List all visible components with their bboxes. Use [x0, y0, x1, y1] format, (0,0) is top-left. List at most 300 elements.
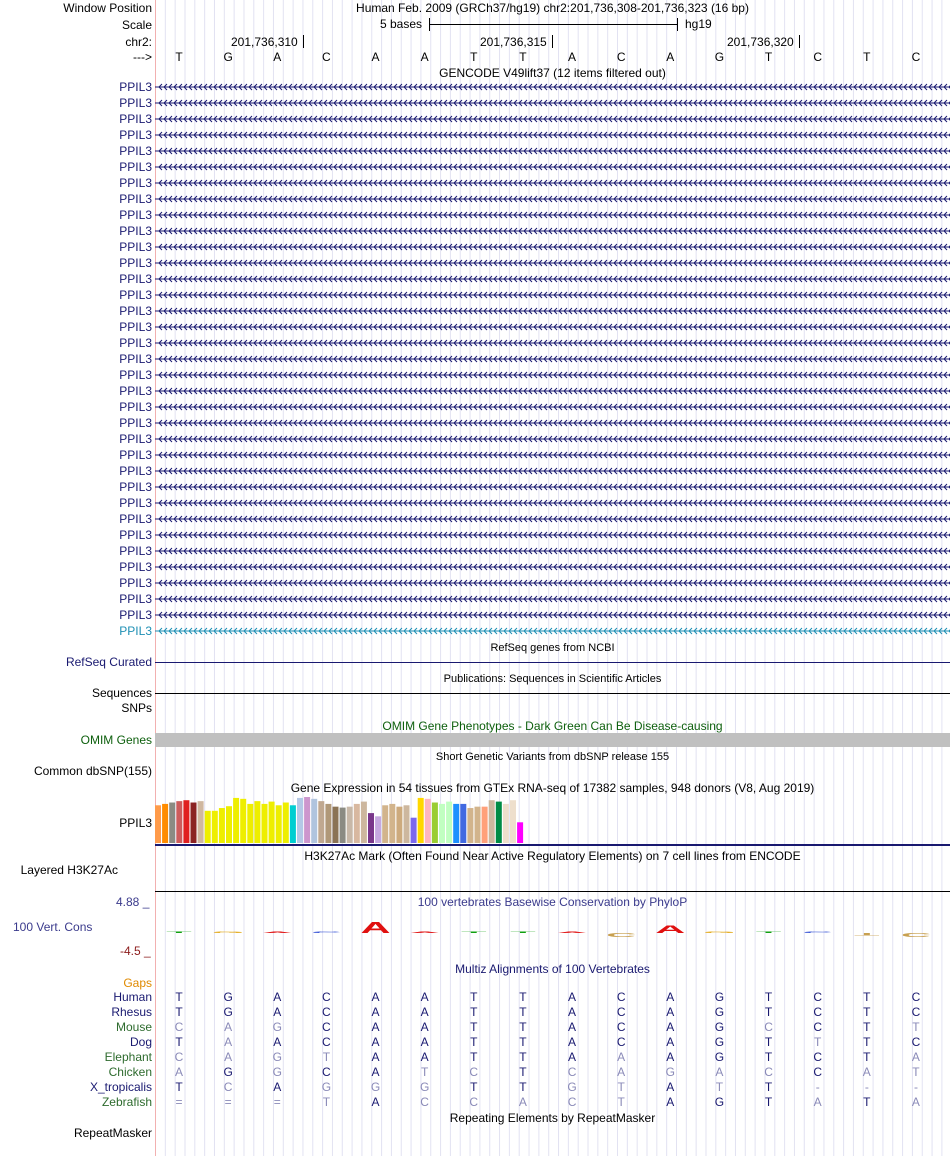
scale-bar-label: 5 bases [380, 17, 423, 31]
gencode-transcript-line[interactable] [155, 482, 950, 492]
gencode-transcript-line[interactable] [155, 578, 950, 588]
multiz-base: T [519, 1050, 527, 1064]
dbsnp-track-label[interactable]: Common dbSNP(155) [33, 764, 152, 778]
multiz-base: T [470, 1020, 478, 1034]
multiz-species-label[interactable]: X_tropicalis [89, 1080, 152, 1094]
gencode-transcript-label[interactable]: PPIL3 [119, 576, 152, 590]
gtex-tissue-bar [496, 802, 502, 843]
gtex-tissue-bar [404, 805, 410, 843]
multiz-gaps-label[interactable]: Gaps [123, 976, 152, 990]
multiz-base: = [224, 1095, 232, 1109]
multiz-base: A [666, 990, 675, 1004]
coord-tick [799, 35, 800, 48]
reference-base: C [322, 50, 331, 64]
multiz-track-title: Multiz Alignments of 100 Vertebrates [455, 962, 650, 976]
gencode-transcript-line[interactable] [155, 274, 950, 284]
multiz-base: T [519, 1065, 527, 1079]
multiz-base: G [223, 990, 233, 1004]
multiz-base: A [420, 1035, 429, 1049]
gtex-tissue-bar [475, 807, 481, 843]
gencode-transcript-label[interactable]: PPIL3 [119, 480, 152, 494]
gtex-tissue-bar [467, 808, 473, 843]
gtex-tissue-bar [446, 802, 452, 843]
multiz-base: T [617, 1080, 625, 1094]
gtex-tissue-bar [368, 813, 374, 843]
phylop-logo-letter: A [409, 931, 440, 934]
gtex-track-title: Gene Expression in 54 tissues from GTEx RNA-seq of 17382 samples, 948 donors (V8, Aug 2019) [290, 781, 815, 795]
gencode-transcript-label[interactable]: PPIL3 [119, 320, 152, 334]
multiz-base: C [813, 990, 823, 1004]
gtex-track-label[interactable]: PPIL3 [119, 816, 152, 830]
gencode-transcript-label[interactable]: PPIL3 [119, 208, 152, 222]
coord-tick [552, 35, 553, 48]
gencode-transcript-label[interactable]: PPIL3 [119, 240, 152, 254]
multiz-base: A [666, 1080, 675, 1094]
multiz-base: A [371, 1065, 380, 1079]
reference-base: T [470, 50, 478, 64]
multiz-base: A [273, 1035, 282, 1049]
gtex-tissue-bar [262, 804, 268, 843]
phylop-logo-letter: G [211, 931, 245, 934]
multiz-base: T [519, 1005, 527, 1019]
multiz-base: C [764, 1020, 773, 1034]
gencode-transcript-line[interactable] [155, 530, 950, 540]
window-position-label: Window Position [63, 1, 152, 15]
gtex-tissue-bar [460, 804, 466, 843]
gencode-transcript-line[interactable] [155, 386, 950, 396]
multiz-base: A [617, 1050, 626, 1064]
h3k27ac-track-label[interactable]: Layered H3K27Ac [20, 863, 118, 877]
gtex-tissue-bar [375, 816, 381, 843]
gtex-tissue-bar [333, 807, 339, 843]
gtex-tissue-bar [340, 808, 346, 843]
multiz-species-label[interactable]: Mouse [115, 1020, 152, 1034]
gtex-tissue-bar [311, 799, 317, 843]
gencode-transcript-label[interactable]: PPIL3 [119, 528, 152, 542]
gencode-transcript-label[interactable]: PPIL3 [119, 288, 152, 302]
reference-base: C [616, 50, 626, 64]
gtex-tissue-bar [389, 804, 395, 843]
multiz-base: G [419, 1080, 430, 1094]
phylop-track-label[interactable]: 100 Vert. Cons [13, 920, 93, 934]
reference-base: T [863, 50, 871, 64]
multiz-base: C [911, 990, 921, 1004]
gencode-transcript-label[interactable]: PPIL3 [119, 160, 152, 174]
gtex-tissue-bar [411, 818, 417, 843]
multiz-base: A [224, 1020, 233, 1034]
multiz-base: T [764, 990, 773, 1004]
reference-base: A [666, 50, 675, 64]
gencode-transcript-label[interactable]: PPIL3 [119, 128, 152, 142]
multiz-base: A [420, 1050, 429, 1064]
multiz-base: A [666, 1050, 675, 1064]
multiz-base: T [470, 1005, 478, 1019]
reference-base: G [714, 50, 725, 64]
gtex-tissue-bar [510, 800, 516, 843]
phylop-logo-letter: C [606, 931, 637, 938]
gencode-transcript-label[interactable]: PPIL3 [119, 432, 152, 446]
multiz-species-label[interactable]: Rhesus [111, 1005, 152, 1019]
phylop-conservation-logo[interactable] [155, 910, 950, 956]
phylop-logo-letter: G [703, 931, 736, 934]
gtex-tissue-bar [219, 808, 225, 843]
gencode-transcript-line[interactable] [155, 610, 950, 620]
gtex-tissue-bar [503, 804, 509, 843]
gencode-transcript-line[interactable] [155, 418, 950, 428]
gencode-transcript-line[interactable] [155, 322, 950, 332]
multiz-base: G [272, 1020, 282, 1034]
multiz-base: T [470, 1035, 478, 1049]
multiz-base: A [666, 1035, 675, 1049]
multiz-base: A [420, 990, 429, 1004]
gtex-tissue-bar [396, 807, 402, 843]
multiz-base: T [814, 1035, 822, 1049]
multiz-base: T [519, 1020, 527, 1034]
omim-track-title: OMIM Gene Phenotypes - Dark Green Can Be Disease-causing [382, 719, 723, 733]
phylop-logo-letter: T [510, 931, 536, 934]
multiz-base: G [272, 1050, 282, 1064]
gencode-transcript-line[interactable] [155, 130, 950, 140]
gencode-transcript-line[interactable] [155, 514, 950, 524]
multiz-base: G [370, 1080, 381, 1094]
gencode-transcript-line[interactable] [155, 306, 950, 316]
multiz-base: A [420, 1005, 429, 1019]
multiz-base: - [913, 1080, 918, 1094]
gencode-transcript-label[interactable]: PPIL3 [119, 144, 152, 158]
reference-base: A [568, 50, 577, 64]
multiz-species-label[interactable]: Human [113, 990, 152, 1004]
dbsnp-track-title: Short Genetic Variants from dbSNP release 155 [435, 751, 670, 763]
multiz-base: G [223, 1005, 233, 1019]
multiz-base: A [273, 1005, 282, 1019]
gtex-tissue-bar [240, 799, 246, 843]
multiz-base: T [420, 1065, 429, 1079]
multiz-base: A [371, 1005, 380, 1019]
refseq-track-label[interactable]: RefSeq Curated [65, 655, 152, 669]
phylop-logo-letter: A [557, 931, 588, 934]
scale-bar-right-tick [677, 18, 678, 31]
assembly-position-title: Human Feb. 2009 (GRCh37/hg19) chr2:201,736,308-201,736,323 (16 bp) [356, 1, 749, 15]
h3k27ac-track-line [155, 891, 950, 892]
gencode-transcript-line[interactable] [155, 258, 950, 268]
gtex-tissue-bar [162, 804, 168, 843]
gencode-transcript-line[interactable] [155, 338, 950, 348]
multiz-base: T [175, 1080, 183, 1094]
gencode-transcript-label[interactable]: PPIL3 [119, 496, 152, 510]
multiz-base: C [813, 1005, 823, 1019]
gencode-transcript-line[interactable] [155, 146, 950, 156]
publications-track-label[interactable]: Sequences [91, 686, 152, 700]
multiz-base: G [714, 1005, 725, 1019]
gencode-transcript-label[interactable]: PPIL3 [119, 112, 152, 126]
refseq-track-line[interactable] [155, 662, 950, 663]
gencode-transcript-label[interactable]: PPIL3 [119, 192, 152, 206]
scale-label: Scale [121, 18, 152, 32]
multiz-base: T [764, 1080, 773, 1094]
gencode-transcript-line[interactable] [155, 562, 950, 572]
phylop-logo-letter: C [311, 931, 342, 934]
multiz-base: C [469, 1095, 479, 1109]
multiz-base: A [715, 1065, 724, 1079]
multiz-base: G [665, 1065, 675, 1079]
gencode-transcript-label[interactable]: PPIL3 [119, 512, 152, 526]
strand-label: ---> [133, 50, 152, 64]
multiz-base: T [863, 1035, 871, 1049]
publications-track-line[interactable] [155, 693, 950, 694]
multiz-base: A [568, 1050, 577, 1064]
gencode-transcript-line[interactable] [155, 450, 950, 460]
gtex-tissue-bar [169, 803, 175, 843]
multiz-base: A [273, 990, 282, 1004]
gtex-gene-line [155, 844, 950, 846]
multiz-base: A [371, 1035, 380, 1049]
gencode-transcript-line[interactable] [155, 434, 950, 444]
gencode-transcript-label[interactable]: PPIL3 [119, 592, 152, 606]
gtex-tissue-bar [205, 811, 211, 843]
multiz-base: - [815, 1080, 820, 1094]
gencode-transcript-line[interactable] [155, 82, 950, 92]
multiz-base: T [764, 1005, 773, 1019]
multiz-base: G [272, 1065, 282, 1079]
gtex-tissue-bar [269, 802, 275, 843]
gencode-transcript-line[interactable] [155, 226, 950, 236]
gencode-transcript-label[interactable]: PPIL3 [119, 368, 152, 382]
multiz-base: T [175, 1005, 183, 1019]
multiz-base: = [273, 1095, 281, 1109]
omim-gene-bar[interactable] [155, 733, 950, 747]
reference-base: C [813, 50, 823, 64]
multiz-base: C [322, 1020, 331, 1034]
phylop-logo-letter: A [262, 931, 293, 934]
refseq-track-title: RefSeq genes from NCBI [490, 642, 615, 654]
gencode-transcript-label[interactable]: PPIL3 [119, 608, 152, 622]
gtex-tissue-bar [191, 803, 197, 843]
multiz-base: C [322, 1035, 331, 1049]
multiz-base: C [813, 1020, 823, 1034]
reference-base: A [420, 50, 429, 64]
omim-track-label[interactable]: OMIM Genes [80, 733, 152, 747]
multiz-base: A [666, 1005, 675, 1019]
coord-tick-label: 201,736,315 [480, 35, 547, 49]
gencode-transcript-line[interactable] [155, 242, 950, 252]
gencode-transcript-label[interactable]: PPIL3 [119, 80, 152, 94]
multiz-base: T [863, 1050, 871, 1064]
gencode-transcript-line[interactable] [155, 498, 950, 508]
gtex-tissue-bar [425, 799, 431, 843]
multiz-base: - [864, 1080, 869, 1094]
multiz-base: T [764, 1095, 773, 1109]
multiz-base: C [911, 1035, 921, 1049]
gencode-transcript-label[interactable]: PPIL3 [119, 544, 152, 558]
gtex-tissue-bar [489, 800, 495, 843]
phylop-max-label: 4.88 _ [116, 895, 150, 909]
gtex-tissue-bar [226, 806, 232, 843]
multiz-base: C [911, 1005, 921, 1019]
multiz-base: T [470, 990, 478, 1004]
multiz-base: A [224, 1050, 233, 1064]
multiz-base: G [714, 1095, 725, 1109]
gtex-tissue-bar [254, 801, 260, 843]
multiz-base: C [616, 990, 626, 1004]
reference-base: A [273, 50, 282, 64]
repeatmasker-track-label[interactable]: RepeatMasker [73, 1126, 152, 1140]
gencode-transcript-line[interactable] [155, 370, 950, 380]
gencode-transcript-line[interactable] [155, 194, 950, 204]
snps-track-label[interactable]: SNPs [121, 701, 152, 715]
multiz-base: T [912, 1065, 920, 1079]
multiz-base: C [813, 1050, 823, 1064]
gencode-transcript-line[interactable] [155, 98, 950, 108]
multiz-base: C [174, 1050, 184, 1064]
reference-base: T [764, 50, 773, 64]
multiz-base: A [371, 1020, 380, 1034]
gtex-tissue-bar [183, 800, 189, 843]
gencode-transcript-label[interactable]: PPIL3 [119, 96, 152, 110]
multiz-base: T [715, 1080, 724, 1094]
coord-tick-label: 201,736,310 [231, 35, 298, 49]
multiz-base: T [764, 1050, 773, 1064]
gencode-transcript-label[interactable]: PPIL3 [119, 416, 152, 430]
gtex-tissue-bar [176, 801, 182, 843]
phylop-track-title: 100 vertebrates Basewise Conservation by PhyloP [417, 895, 688, 909]
gencode-transcript-line[interactable] [155, 402, 950, 412]
multiz-base: T [519, 990, 527, 1004]
phylop-logo-letter: T [461, 931, 487, 934]
phylop-logo-letter: C [802, 931, 833, 934]
gtex-tissue-bar [276, 805, 282, 843]
reference-base: T [519, 50, 527, 64]
reference-base: T [175, 50, 183, 64]
multiz-base: A [273, 1080, 282, 1094]
multiz-base: C [223, 1080, 233, 1094]
gencode-transcript-line[interactable] [155, 546, 950, 556]
multiz-base: T [863, 1095, 871, 1109]
gtex-tissue-bar [418, 798, 424, 843]
gencode-transcript-line[interactable] [155, 178, 950, 188]
multiz-base: A [666, 1095, 675, 1109]
gencode-transcript-line[interactable] [155, 626, 950, 636]
gtex-tissue-bar [304, 797, 310, 843]
multiz-species-label[interactable]: Dog [129, 1035, 152, 1049]
multiz-base: A [371, 1050, 380, 1064]
gtex-tissue-bar [297, 798, 303, 843]
multiz-base: A [813, 1095, 822, 1109]
publications-track-title: Publications: Sequences in Scientific Articles [443, 673, 662, 685]
multiz-base: T [175, 1035, 183, 1049]
multiz-base: C [567, 1095, 577, 1109]
gencode-transcript-label[interactable]: PPIL3 [119, 400, 152, 414]
multiz-base: T [519, 1035, 527, 1049]
multiz-species-label[interactable]: Elephant [104, 1050, 152, 1064]
gencode-transcript-line[interactable] [155, 114, 950, 124]
gtex-tissue-bar [347, 807, 353, 843]
gtex-tissue-bar [155, 805, 161, 843]
phylop-min-label: -4.5 _ [120, 944, 151, 958]
gencode-transcript-label[interactable]: PPIL3 [119, 384, 152, 398]
multiz-base: A [568, 990, 577, 1004]
gencode-transcript-label[interactable]: PPIL3 [119, 224, 152, 238]
multiz-base: T [863, 1005, 871, 1019]
phylop-logo-letter: T [854, 932, 880, 937]
multiz-species-label[interactable]: Chicken [108, 1065, 152, 1079]
multiz-base: T [764, 1035, 773, 1049]
gencode-track-title: GENCODE V49lift37 (12 items filtered out) [439, 66, 666, 80]
gtex-tissue-bar [290, 805, 296, 843]
gtex-expression-bars[interactable] [155, 797, 555, 845]
gtex-tissue-bar [325, 804, 331, 843]
gencode-transcript-line[interactable] [155, 162, 950, 172]
gencode-transcript-label[interactable]: PPIL3 [119, 352, 152, 366]
gencode-transcript-label[interactable]: PPIL3 [119, 448, 152, 462]
multiz-base: G [223, 1065, 233, 1079]
gencode-transcript-line[interactable] [155, 466, 950, 476]
gencode-transcript-label[interactable]: PPIL3 [119, 304, 152, 318]
gencode-transcript-label[interactable]: PPIL3 [119, 464, 152, 478]
multiz-base: A [666, 1020, 675, 1034]
phylop-logo-letter: T [166, 931, 192, 934]
gencode-transcript-line[interactable] [155, 354, 950, 364]
multiz-base: = [175, 1095, 183, 1109]
coord-tick-label: 201,736,320 [727, 35, 794, 49]
gtex-tissue-bar [482, 807, 488, 843]
multiz-base: T [519, 1080, 527, 1094]
multiz-base: A [371, 1095, 380, 1109]
gencode-transcript-label[interactable]: PPIL3 [119, 272, 152, 286]
gtex-tissue-bar [233, 798, 239, 843]
multiz-base: T [617, 1095, 625, 1109]
gtex-tissue-bar [318, 801, 324, 843]
phylop-logo-letter: A [655, 923, 686, 936]
gtex-tissue-bar [517, 822, 523, 843]
multiz-base: T [912, 1020, 920, 1034]
gtex-tissue-bar [453, 804, 459, 843]
multiz-base: C [567, 1065, 577, 1079]
gencode-transcript-label[interactable]: PPIL3 [119, 624, 152, 638]
multiz-base: G [714, 1050, 725, 1064]
multiz-base: T [175, 990, 183, 1004]
multiz-base: A [518, 1095, 527, 1109]
gencode-transcript-line[interactable] [155, 210, 950, 220]
gencode-transcript-label[interactable]: PPIL3 [119, 336, 152, 350]
repeatmasker-track-title: Repeating Elements by RepeatMasker [449, 1111, 656, 1125]
multiz-base: A [224, 1035, 233, 1049]
multiz-base: C [813, 1065, 823, 1079]
multiz-base: A [568, 1005, 577, 1019]
gtex-tissue-bar [432, 803, 438, 843]
multiz-base: A [371, 990, 380, 1004]
multiz-base: T [470, 1080, 478, 1094]
multiz-base: G [714, 990, 725, 1004]
gencode-transcript-line[interactable] [155, 594, 950, 604]
gtex-tissue-bar [361, 802, 367, 843]
gencode-transcript-label[interactable]: PPIL3 [119, 256, 152, 270]
h3k27ac-track-title: H3K27Ac Mark (Often Found Near Active Regulatory Elements) on 7 cell lines from ENCODE [304, 849, 801, 863]
gencode-transcript-line[interactable] [155, 290, 950, 300]
multiz-base: T [322, 1050, 331, 1064]
gtex-tissue-bar [382, 805, 388, 843]
gencode-transcript-label[interactable]: PPIL3 [119, 560, 152, 574]
multiz-base: C [469, 1065, 479, 1079]
phylop-logo-letter: C [900, 931, 931, 938]
multiz-base: C [764, 1065, 773, 1079]
multiz-base: T [322, 1095, 331, 1109]
multiz-species-label[interactable]: Zebrafish [101, 1095, 152, 1109]
coord-tick [303, 35, 304, 48]
multiz-base: T [470, 1050, 478, 1064]
reference-base: G [223, 50, 233, 64]
gencode-transcript-label[interactable]: PPIL3 [119, 176, 152, 190]
gtex-tissue-bar [247, 804, 253, 843]
